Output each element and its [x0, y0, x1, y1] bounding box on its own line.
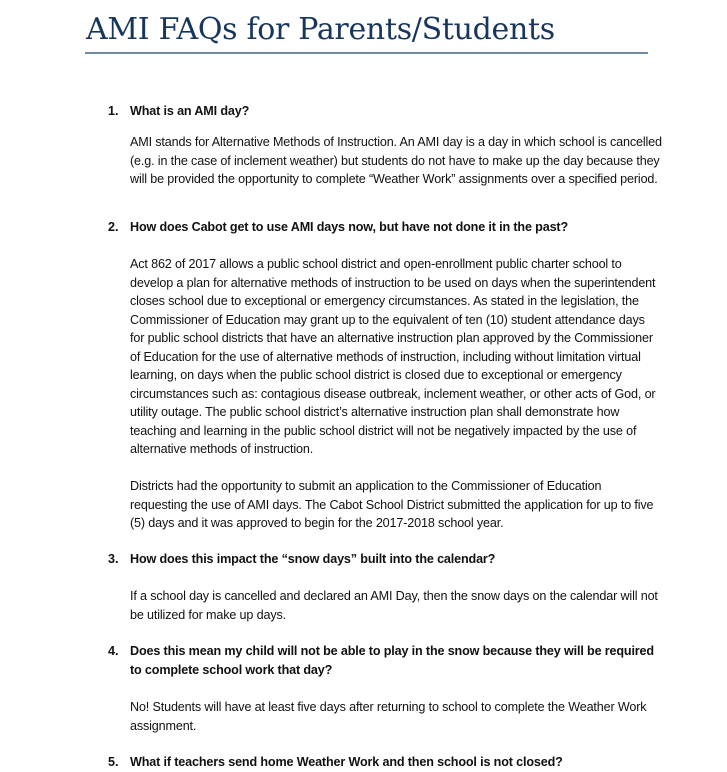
faq-number: 3. [108, 552, 119, 566]
answer-paragraph: If a school day is cancelled and declared an AMI Day, then the snow days on the calendar will not be utilized for make up days. [130, 589, 658, 622]
faq-question: What if teachers send home Weather Work and then school is not closed? [130, 755, 563, 769]
faq-question: What is an AMI day? [130, 104, 250, 118]
page-title: AMI FAQs for Parents/Students [86, 12, 555, 47]
answer-paragraph: Act 862 of 2017 allows a public school district and open-enrollment public charter school to develop a plan for alternative methods of instruction to be used on days when the superintendent closes school due to exceptional or emergency circumstances. As stated in the legislation, the Commissioner of Education may grant up to the equivalent of ten (10) student attendance days for public school districts that have an alternative instruction plan approved by the Commissioner of Education for the use of alternative methods of instruction, including without limitation virtual learning, on days when the public school district is closed due to exceptional or emergency circumstances such as: contagious disease outbreak, inclement weather, or other acts of God, or utility outage. The public school district’s alternative instruction plan shall demonstrate how teaching and learning in the public school district will not be negatively impacted by the use of alternative methods of instruction. [130, 257, 656, 456]
answer-paragraph: No! Students will have at least five days after returning to school to complete the Weather Work assignment. [130, 700, 647, 733]
faq-answer [130, 698, 662, 735]
title-underline-divider [85, 52, 648, 54]
faq-question: How does this impact the “snow days” built into the calendar? [130, 552, 496, 566]
answer-paragraph: AMI stands for Alternative Methods of Instruction. An AMI day is a day in which school is cancelled (e.g. in the case of inclement weather) but students do not have to make up the day because they will be provided the opportunity to complete “Weather Work” assignments over a specified period. [130, 135, 662, 186]
answer-paragraph: Districts had the opportunity to submit an application to the Commissioner of Education requesting the use of AMI days. The Cabot School District submitted the application for up to five (5) days and it was approved to begin for the 2017-2018 school year. [130, 479, 654, 530]
faq-number: 1. [108, 104, 119, 118]
faq-question: Does this mean my child will not be able to play in the snow because they will be required to complete school work that day? [130, 644, 654, 677]
faq-answer [130, 133, 662, 189]
faq-number: 5. [108, 755, 119, 769]
faq-question: How does Cabot get to use AMI days now, but have not done it in the past? [130, 220, 569, 234]
faq-answer [130, 587, 662, 624]
faq-number: 2. [108, 220, 119, 234]
faq-answer [130, 255, 662, 533]
faq-number: 4. [108, 644, 119, 658]
